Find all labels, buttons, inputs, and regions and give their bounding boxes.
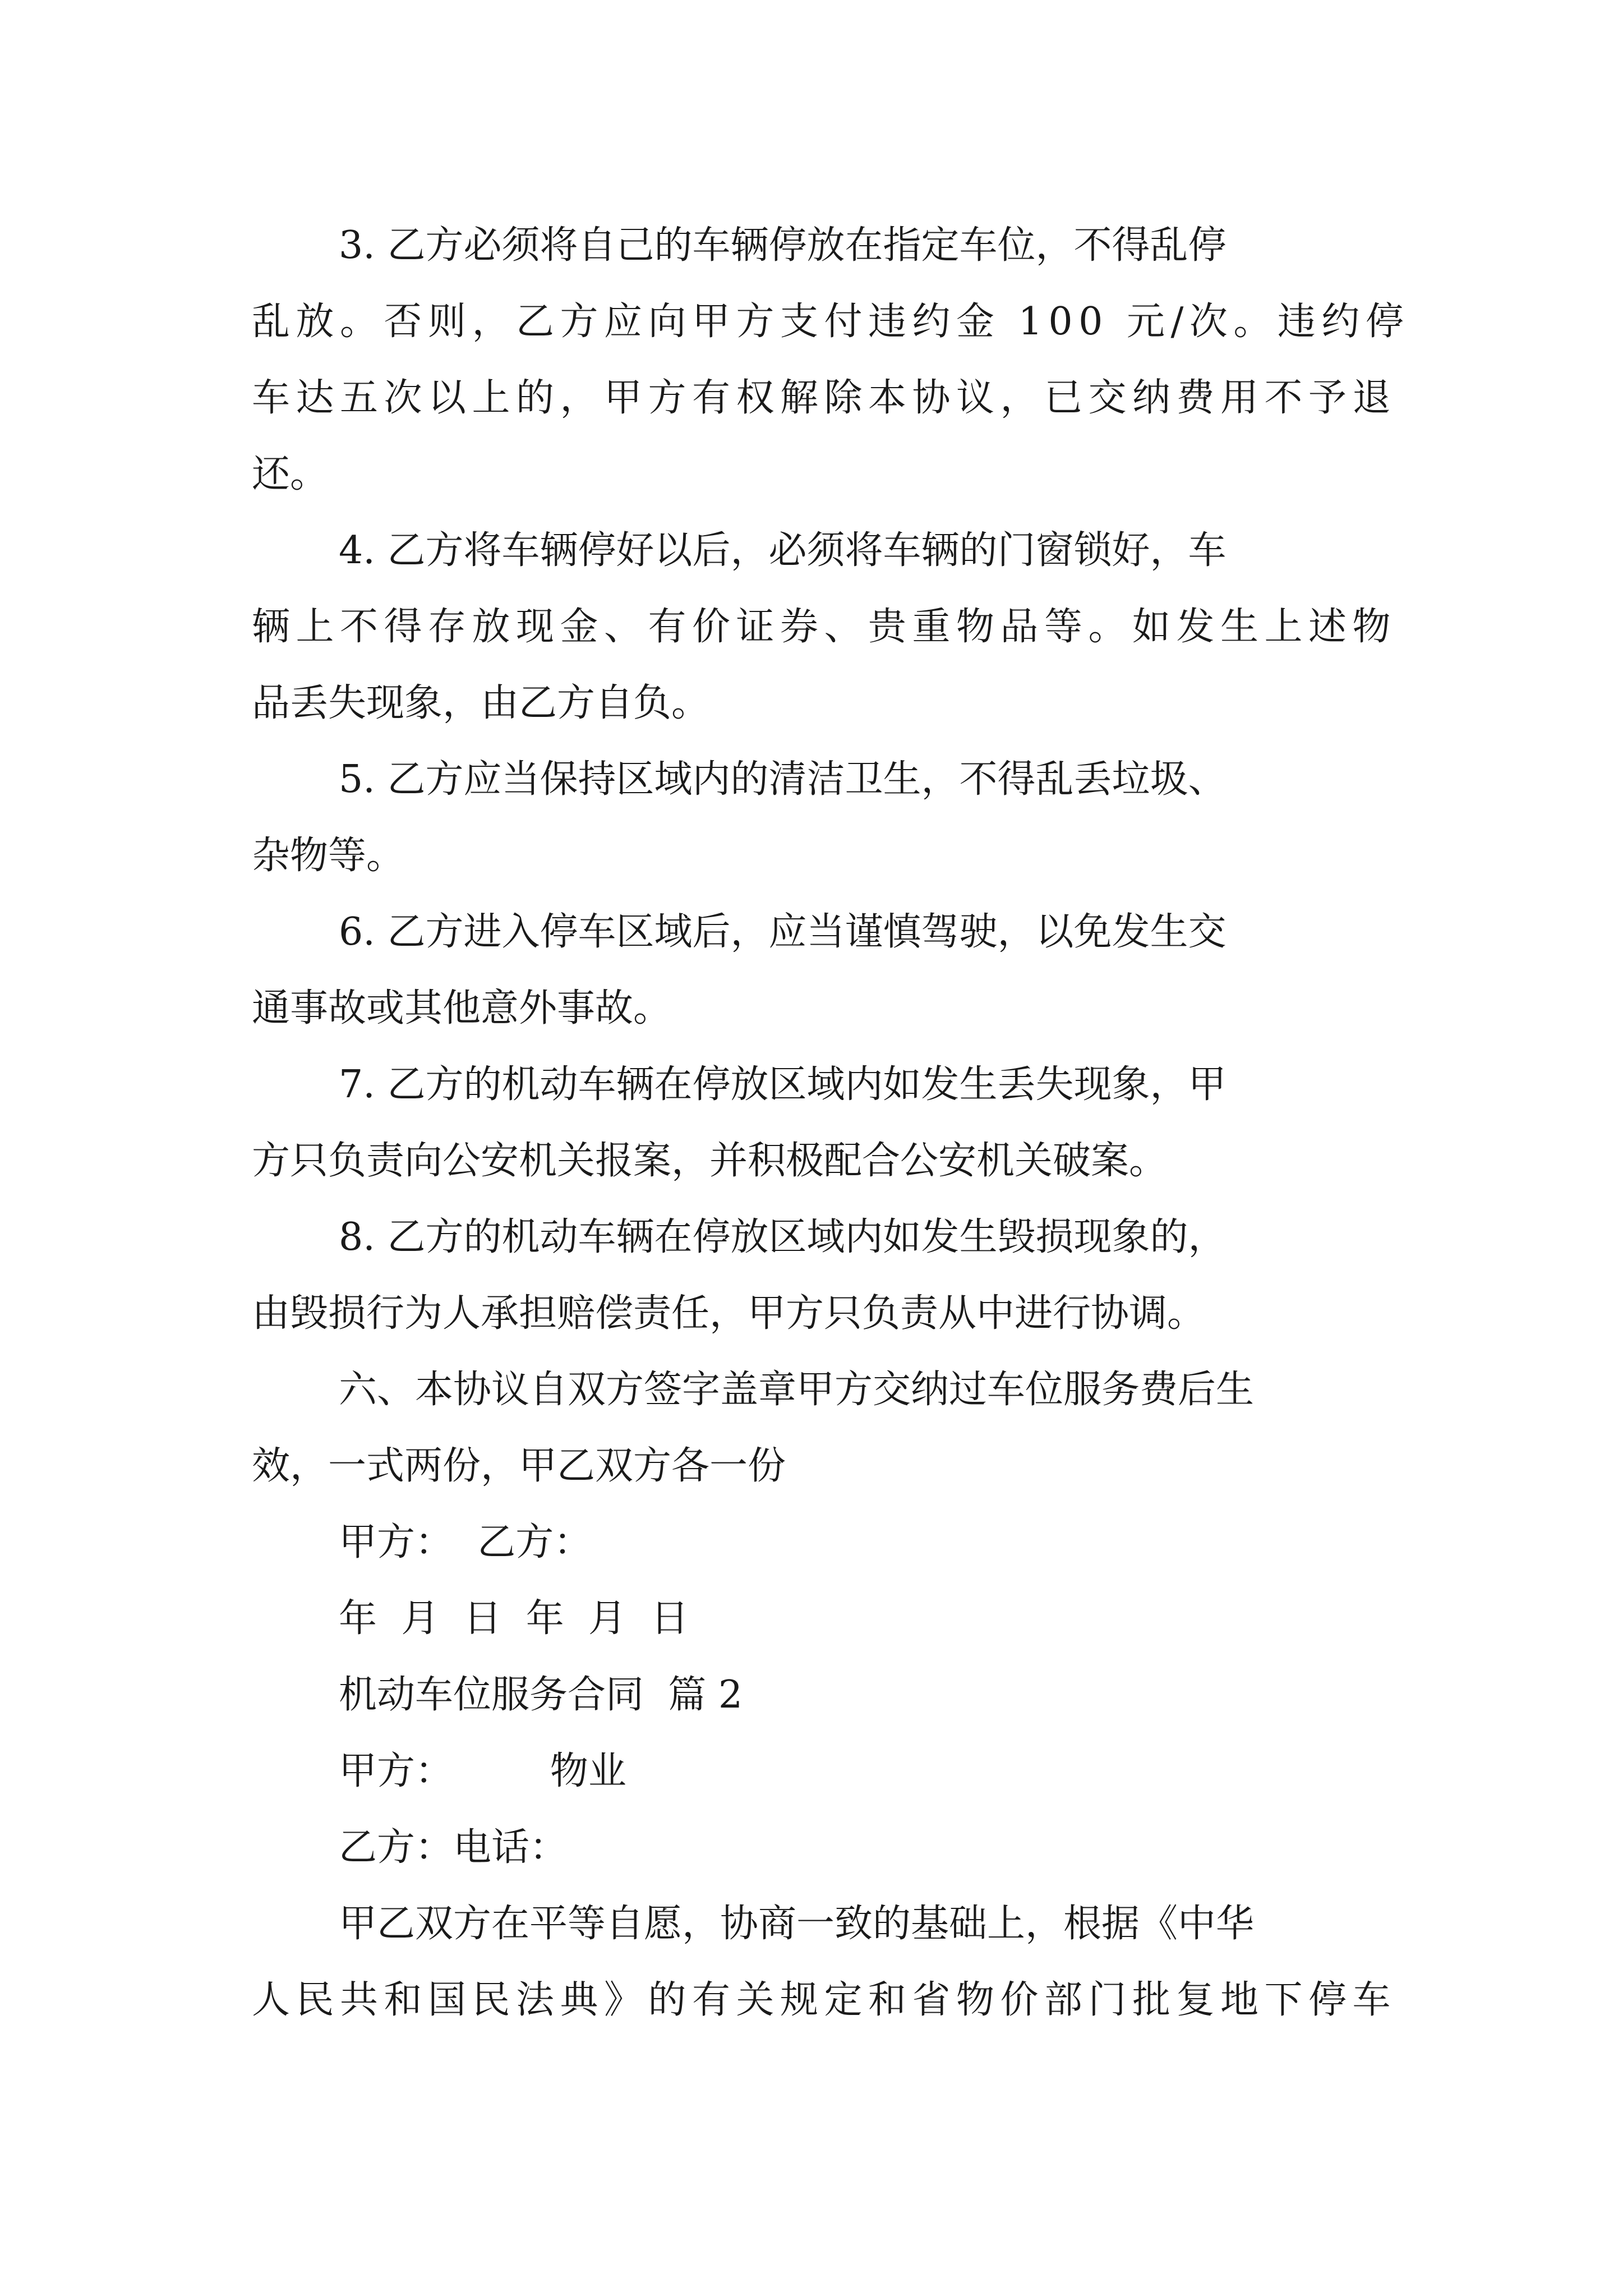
clause-4-line-2: 辆上不得存放现金、有价证券、贵重物品等。如发生上述物 bbox=[252, 605, 1397, 649]
clause-6-line-2: 通事故或其他意外事故。 bbox=[252, 986, 672, 1030]
clause-3-line-3: 车达五次以上的，甲方有权解除本协议，已交纳费用不予退 bbox=[252, 376, 1397, 420]
clause-5-line-2: 杂物等。 bbox=[252, 834, 405, 878]
clause-4-line-1: 4. 乙方将车辆停好以后，必须将车辆的门窗锁好，车 bbox=[339, 528, 1227, 573]
clause-4-line-3: 品丢失现象，由乙方自负。 bbox=[252, 681, 710, 725]
clause-3-line-1: 3. 乙方必须将自己的车辆停放在指定车位，不得乱停 bbox=[339, 223, 1227, 268]
clause-3-line-4: 还。 bbox=[252, 452, 329, 496]
clause-5-line-1: 5. 乙方应当保持区域内的清洁卫生，不得乱丢垃圾、 bbox=[339, 757, 1227, 802]
section-6-line-2: 效，一式两份，甲乙双方各一份 bbox=[252, 1444, 786, 1488]
party-a-line: 甲方： 物业 bbox=[339, 1749, 626, 1793]
clause-8-line-1: 8. 乙方的机动车辆在停放区域内如发生毁损现象的， bbox=[339, 1215, 1227, 1259]
preamble-line-1: 甲乙双方在平等自愿，协商一致的基础上，根据《中华 bbox=[339, 1902, 1255, 1946]
clause-7-line-2: 方只负责向公安机关报案，并积极配合公安机关破案。 bbox=[252, 1139, 1168, 1183]
clause-8-line-2: 由毁损行为人承担赔偿责任，甲方只负责从中进行协调。 bbox=[252, 1291, 1206, 1336]
signature-dates: 年 月 日 年 月 日 bbox=[339, 1596, 689, 1641]
clause-6-line-1: 6. 乙方进入停车区域后，应当谨慎驾驶，以免发生交 bbox=[339, 910, 1227, 954]
signature-parties: 甲方： 乙方： bbox=[339, 1520, 592, 1565]
preamble-line-2: 人民共和国民法典》的有关规定和省物价部门批复地下停车 bbox=[252, 1978, 1397, 2022]
clause-3-line-2: 乱放。否则，乙方应向甲方支付违约金 100 元/次。违约停 bbox=[252, 300, 1410, 344]
contract-2-title: 机动车位服务合同 篇 2 bbox=[339, 1673, 743, 1717]
party-b-line: 乙方：电话： bbox=[339, 1825, 568, 1870]
section-6-line-1: 六、本协议自双方签字盖章甲方交纳过车位服务费后生 bbox=[339, 1368, 1255, 1412]
clause-7-line-1: 7. 乙方的机动车辆在停放区域内如发生丢失现象，甲 bbox=[339, 1062, 1227, 1107]
